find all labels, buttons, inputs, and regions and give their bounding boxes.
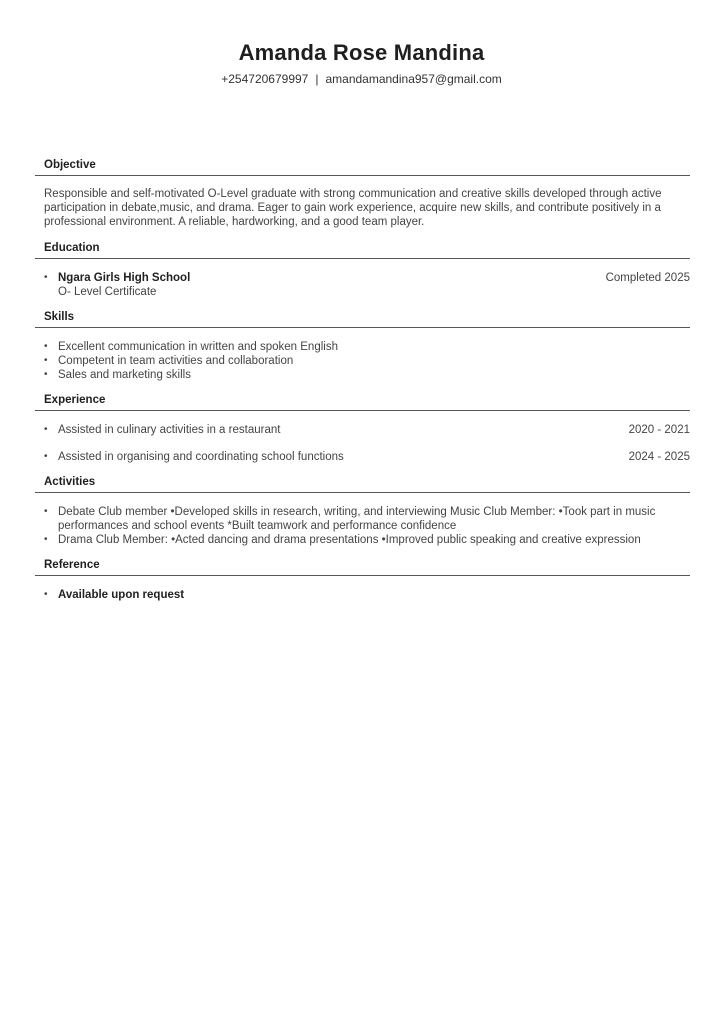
reference-item	[44, 588, 690, 602]
activity-text	[58, 533, 690, 547]
skills-heading: Skills	[44, 311, 75, 323]
bullet-icon: •	[44, 355, 48, 366]
activity-line: Drama Club Member: •Acted dancing and drama presentations •Improved public speaking and creative expression	[58, 534, 641, 546]
skill-text: Competent in team activities and collaboration	[58, 355, 294, 367]
activity-line: performances and school events *Built teamwork and performance confidence	[58, 520, 457, 532]
experience-date: 2024 - 2025	[628, 451, 690, 463]
experience-text: Assisted in culinary activities in a restaurant	[58, 424, 281, 436]
contact-line	[0, 72, 723, 86]
skill-text: Excellent communication in written and spoken English	[58, 341, 338, 353]
bullet-icon: •	[44, 272, 48, 283]
experience-divider	[35, 410, 690, 411]
activity-line: Debate Club member •Developed skills in research, writing, and interviewing Music Club Member: •Took part in music	[58, 506, 656, 518]
email-address: amandamandina957@gmail.com	[325, 72, 502, 86]
bullet-icon: •	[44, 589, 48, 600]
experience-heading: Experience	[44, 394, 106, 406]
contact-separator: |	[315, 72, 319, 86]
education-date: Completed 2025	[605, 272, 690, 284]
activities-divider	[35, 492, 690, 493]
objective-line: professional environment. A reliable, hardworking, and a good team player.	[44, 216, 425, 228]
bullet-icon: •	[44, 424, 48, 435]
objective-heading: Objective	[44, 159, 96, 171]
qualification: O- Level Certificate	[58, 286, 157, 298]
bullet-icon: •	[44, 534, 48, 545]
objective-text	[44, 187, 684, 229]
bullet-icon: •	[44, 341, 48, 352]
reference-divider	[35, 575, 690, 576]
bullet-icon: •	[44, 369, 48, 380]
skills-divider	[35, 327, 690, 328]
experience-item	[44, 423, 690, 437]
objective-line: participation in debate,music, and drama. Eager to gain work experience, acquire new skills, and contribute positively in a	[44, 202, 661, 214]
reference-heading: Reference	[44, 559, 100, 571]
education-details	[58, 271, 658, 299]
reference-text: Available upon request	[58, 589, 185, 601]
experience-date: 2020 - 2021	[628, 424, 690, 436]
skill-text: Sales and marketing skills	[58, 369, 191, 381]
activity-text	[58, 505, 690, 533]
experience-text: Assisted in organising and coordinating school functions	[58, 451, 344, 463]
skill-item	[44, 340, 690, 354]
bullet-icon: •	[44, 451, 48, 462]
phone-number: +254720679997	[221, 72, 309, 86]
school-name: Ngara Girls High School	[58, 272, 191, 284]
objective-divider	[35, 175, 690, 176]
activity-item	[44, 505, 690, 533]
activities-heading: Activities	[44, 476, 96, 488]
skill-item	[44, 354, 690, 368]
education-item	[44, 271, 690, 299]
activity-item	[44, 533, 690, 547]
experience-item	[44, 450, 690, 464]
objective-line: Responsible and self-motivated O-Level graduate with strong communication and creative skills developed through active	[44, 188, 662, 200]
bullet-icon: •	[44, 506, 48, 517]
skill-item	[44, 368, 690, 382]
resume-name: Amanda Rose Mandina	[238, 40, 485, 65]
education-heading: Education	[44, 242, 100, 254]
education-divider	[35, 258, 690, 259]
